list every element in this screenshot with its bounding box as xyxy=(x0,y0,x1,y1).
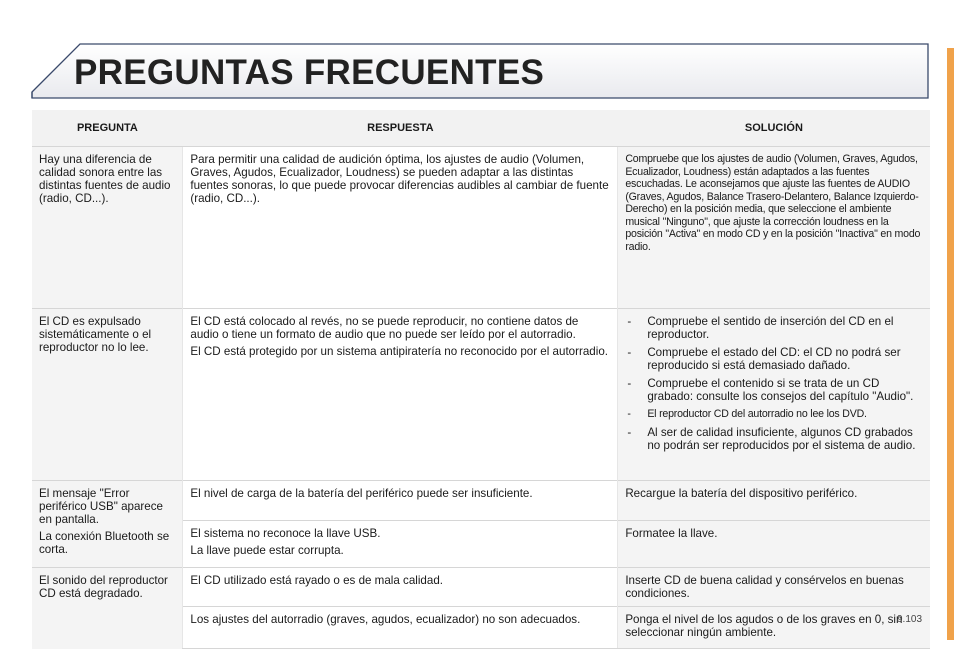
page-number: 9.103 xyxy=(897,614,923,625)
table-row xyxy=(32,481,930,521)
column-header-solution: SOLUCIÓN xyxy=(618,110,930,147)
question-cell: El sonido del reproductor CD está degradado. xyxy=(32,568,183,649)
answer-cell: El CD utilizado está rayado o es de mala calidad. xyxy=(183,568,618,607)
side-accent-bar xyxy=(947,48,954,640)
table-row xyxy=(32,309,930,481)
faq-table xyxy=(32,110,930,649)
solution-cell xyxy=(618,309,930,481)
question-paragraph: La conexión Bluetooth se corta. xyxy=(39,530,170,556)
table-row xyxy=(32,147,930,309)
answer-paragraph: El CD está colocado al revés, no se puede reproducir, no contiene datos de audio o tiene un formato de audio que no puede ser leído por el autorradio. xyxy=(190,315,579,341)
list-item: - Al ser de calidad insuficiente, algunos CD grabados no podrán ser reproducidos por el sistema de audio. xyxy=(625,426,922,452)
list-item: - Compruebe el contenido si se trata de un CD grabado: consulte los consejos del capítulo "Audio". xyxy=(625,377,922,403)
table-row xyxy=(32,568,930,607)
question-paragraph: El mensaje "Error periférico USB" aparece en pantalla. xyxy=(39,487,163,526)
column-header-answer: RESPUESTA xyxy=(183,110,618,147)
table-header-row xyxy=(32,110,930,147)
page-title: PREGUNTAS FRECUENTES xyxy=(74,53,545,92)
solution-list xyxy=(625,315,922,452)
question-cell: Hay una diferencia de calidad sonora entre las distintas fuentes de audio (radio, CD...). xyxy=(32,147,183,309)
solution-cell: Ponga el nivel de los agudos o de los graves en 0, sin seleccionar ningún ambiente. xyxy=(618,607,930,649)
solution-cell: Recargue la batería del dispositivo periférico. xyxy=(618,481,930,521)
answer-paragraph: La llave puede estar corrupta. xyxy=(190,544,344,557)
question-cell xyxy=(32,481,183,568)
answer-paragraph: El CD está protegido por un sistema antipiratería no reconocido por el autorradio. xyxy=(190,345,608,358)
column-header-question: PREGUNTA xyxy=(32,110,183,147)
answer-cell xyxy=(183,521,618,568)
solution-cell: Inserte CD de buena calidad y consérvelos en buenas condiciones. xyxy=(618,568,930,607)
answer-cell: Los ajustes del autorradio (graves, agudos, ecualizador) no son adecuados. xyxy=(183,607,618,649)
list-item: - Compruebe el estado del CD: el CD no podrá ser reproducido si está demasiado dañado. xyxy=(625,346,922,372)
answer-cell: Para permitir una calidad de audición óptima, los ajustes de audio (Volumen, Graves, Agudos, Ecualizador, Loudness) se pueden adaptar a las distintas fuentes sonoras, lo que puede provocar diferencias audibles al cambiar de fuente (radio, CD...). xyxy=(183,147,618,309)
question-cell: El CD es expulsado sistemáticamente o el reproductor no lo lee. xyxy=(32,309,183,481)
list-item: - Compruebe el sentido de inserción del CD en el reproductor. xyxy=(625,315,922,341)
answer-cell xyxy=(183,309,618,481)
solution-cell: Formatee la llave. xyxy=(618,521,930,568)
list-item: - El reproductor CD del autorradio no lee los DVD. xyxy=(625,408,922,421)
answer-cell: El nivel de carga de la batería del periférico puede ser insuficiente. xyxy=(183,481,618,521)
answer-paragraph: El sistema no reconoce la llave USB. xyxy=(190,527,381,540)
solution-cell: Compruebe que los ajustes de audio (Volumen, Graves, Agudos, Ecualizador, Loudness) están adaptados a las fuentes escuchadas. Le aconsejamos que ajuste las fuentes de AUDIO (Graves, Agudos, Balance Trasero-Delantero, Balance Izquierdo-Derecho) en la posición media, que seleccione el ambiente musical "Ninguno", que ajuste la corrección loudness en la posición "Activa" en modo CD y en la posición "Inactiva" en modo radio. xyxy=(618,147,930,309)
